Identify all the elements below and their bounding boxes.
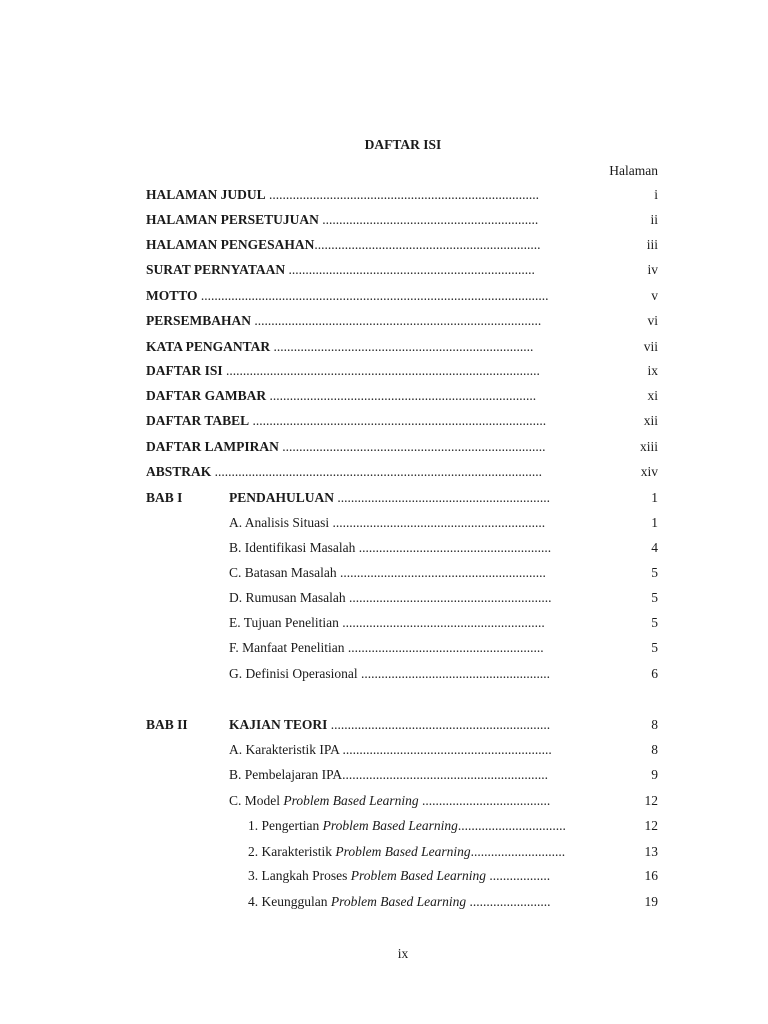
- leader-dots: ...............................................................................: [266, 388, 537, 403]
- entry-page: 19: [644, 894, 658, 909]
- leader-dots: .......................................................................................................: [197, 288, 549, 303]
- toc-subsection-entry: [0, 867, 768, 885]
- leader-dots: .....................................................................................: [251, 313, 542, 328]
- section-label: E. Tujuan Penelitian: [229, 615, 339, 630]
- toc-entry-daftar-isi: [0, 362, 768, 380]
- entry-page: 1: [651, 515, 658, 530]
- toc-chapter-bab-2: [0, 716, 768, 734]
- entry-label: HALAMAN PENGESAHAN: [146, 237, 315, 252]
- leader-dots: ..........................................................: [344, 640, 544, 655]
- toc-subsection-entry: [0, 893, 768, 911]
- leader-dots: ................................: [457, 818, 566, 833]
- section-label: C. Batasan Masalah: [229, 565, 337, 580]
- toc-section-entry: [0, 589, 768, 607]
- entry-page: iii: [646, 237, 658, 252]
- entry-label: SURAT PERNYATAAN: [146, 262, 286, 277]
- leader-dots: ........................................................: [357, 666, 550, 681]
- entry-page: 5: [651, 640, 658, 655]
- entry-label: HALAMAN JUDUL: [146, 187, 266, 202]
- subsection-label: 1. Pengertian: [248, 818, 323, 833]
- toc-section-entry: [0, 792, 768, 810]
- entry-page: 12: [644, 793, 658, 808]
- subsection-label-italic: Problem Based Learning: [335, 844, 471, 859]
- entry-label: DAFTAR GAMBAR: [146, 388, 267, 403]
- toc-section-entry: [0, 514, 768, 532]
- leader-dots: ............................: [470, 844, 566, 859]
- toc-entry-abstrak: [0, 463, 768, 481]
- entry-label: MOTTO: [146, 288, 198, 303]
- entry-page: 16: [644, 868, 658, 883]
- toc-entry-persembahan: [0, 312, 768, 330]
- entry-page: 5: [651, 565, 658, 580]
- entry-page: 9: [651, 767, 658, 782]
- entry-label: KATA PENGANTAR: [146, 339, 271, 354]
- leader-dots: ...............................................................: [329, 515, 546, 530]
- section-label: A. Karakteristik IPA: [229, 742, 340, 757]
- leader-dots: .................................................................: [327, 717, 551, 732]
- toc-section-entry: [0, 665, 768, 683]
- entry-label: HALAMAN PERSETUJUAN: [146, 212, 319, 227]
- chapter-code: BAB I: [146, 490, 183, 505]
- leader-dots: ................................................................: [318, 212, 539, 227]
- chapter-code: BAB II: [146, 717, 188, 732]
- chapter-title: KAJIAN TEORI: [229, 717, 328, 732]
- entry-label: DAFTAR TABEL: [146, 413, 250, 428]
- section-label: C. Model: [229, 793, 284, 808]
- entry-label: PERSEMBAHAN: [146, 313, 252, 328]
- entry-label: DAFTAR ISI: [146, 363, 223, 378]
- toc-entry-halaman-judul: [0, 186, 768, 204]
- entry-page: xi: [647, 388, 658, 403]
- leader-dots: ......................................: [418, 793, 551, 808]
- leader-dots: ............................................................: [338, 615, 545, 630]
- entry-page: vii: [643, 339, 658, 354]
- leader-dots: .............................................................: [342, 767, 548, 782]
- leader-dots: .......................................................................................: [249, 413, 547, 428]
- toc-entry-daftar-gambar: [0, 387, 768, 405]
- leader-dots: .............................................................: [336, 565, 546, 580]
- leader-dots: .............................................................................................: [222, 363, 540, 378]
- toc-entry-halaman-pengesahan: [0, 236, 768, 254]
- subsection-label: 2. Karakteristik: [248, 844, 336, 859]
- entry-page: 6: [651, 666, 658, 681]
- entry-page: 5: [651, 615, 658, 630]
- entry-page: 8: [651, 717, 658, 732]
- subsection-label-italic: Problem Based Learning: [350, 868, 486, 883]
- entry-page: 1: [651, 490, 658, 505]
- leader-dots: ............................................................: [345, 590, 552, 605]
- entry-page: xiv: [640, 464, 658, 479]
- entry-page: ii: [650, 212, 658, 227]
- subsection-label-italic: Problem Based Learning: [330, 894, 467, 909]
- section-label: A. Analisis Situasi: [229, 515, 330, 530]
- leader-dots: .............................................................................: [270, 339, 534, 354]
- entry-label: DAFTAR LAMPIRAN: [146, 439, 279, 454]
- toc-entry-halaman-persetujuan: [0, 211, 768, 229]
- toc-subsection-entry: [0, 843, 768, 861]
- section-label: B. Pembelajaran IPA: [229, 767, 343, 782]
- leader-dots: ................................................................................: [265, 187, 539, 202]
- section-label: G. Definisi Operasional: [229, 666, 358, 681]
- toc-entry-surat-pernyataan: [0, 261, 768, 279]
- entry-page: i: [654, 187, 658, 202]
- leader-dots: ..............................................................................: [278, 439, 546, 454]
- chapter-title: PENDAHULUAN: [229, 490, 335, 505]
- entry-page: ix: [647, 363, 658, 378]
- entry-page: iv: [647, 262, 658, 277]
- leader-dots: .................................................................................................: [211, 464, 543, 479]
- toc-entry-motto: [0, 287, 768, 305]
- leader-dots: ..................: [485, 868, 551, 883]
- entry-page: 5: [651, 590, 658, 605]
- toc-section-entry: [0, 564, 768, 582]
- toc-subsection-entry: [0, 817, 768, 835]
- entry-page: vi: [647, 313, 658, 328]
- subsection-label: 3. Langkah Proses: [248, 868, 351, 883]
- leader-dots: ........................: [466, 894, 551, 909]
- toc-section-entry: [0, 614, 768, 632]
- entry-page: xii: [643, 413, 658, 428]
- page-title: DAFTAR ISI: [364, 137, 442, 152]
- toc-chapter-bab-1: [0, 489, 768, 507]
- entry-label: ABSTRAK: [146, 464, 212, 479]
- section-label: B. Identifikasi Masalah: [229, 540, 356, 555]
- toc-section-entry: [0, 741, 768, 759]
- entry-page: 13: [644, 844, 658, 859]
- toc-section-entry: [0, 539, 768, 557]
- toc-entry-daftar-tabel: [0, 412, 768, 430]
- entry-page: 8: [651, 742, 658, 757]
- section-label: F. Manfaat Penelitian: [229, 640, 345, 655]
- entry-page: xiii: [639, 439, 658, 454]
- toc-section-entry: [0, 766, 768, 784]
- leader-dots: .........................................................................: [285, 262, 535, 277]
- leader-dots: ...................................................................: [314, 237, 541, 252]
- page-column-label: Halaman: [609, 163, 658, 178]
- section-label: D. Rumusan Masalah: [229, 590, 346, 605]
- entry-page: 12: [644, 818, 658, 833]
- leader-dots: ...............................................................: [334, 490, 551, 505]
- page-number-footer: ix: [397, 946, 409, 961]
- leader-dots: ..............................................................: [339, 742, 552, 757]
- toc-entry-kata-pengantar: [0, 338, 768, 356]
- section-label-italic: Problem Based Learning: [283, 793, 419, 808]
- entry-page: 4: [651, 540, 658, 555]
- entry-page: v: [651, 288, 658, 303]
- toc-entry-daftar-lampiran: [0, 438, 768, 456]
- leader-dots: .........................................................: [355, 540, 552, 555]
- subsection-label-italic: Problem Based Learning: [322, 818, 458, 833]
- subsection-label: 4. Keunggulan: [248, 894, 331, 909]
- toc-section-entry: [0, 639, 768, 657]
